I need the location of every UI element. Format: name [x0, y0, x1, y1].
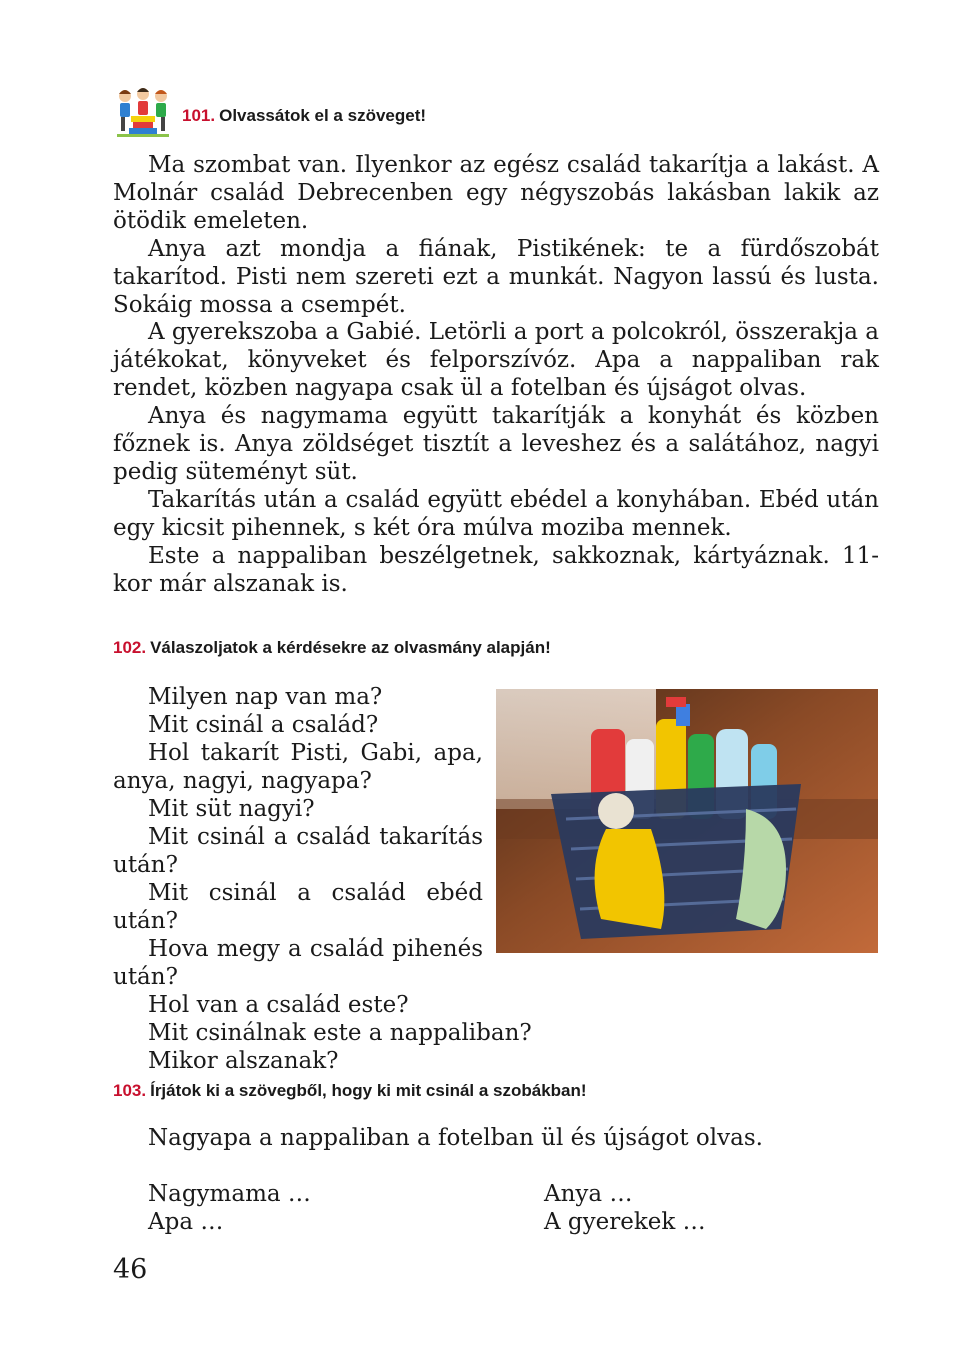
paragraph: Anya azt mondja a fiának, Pistikének: te a fürdőszobát takarítod. Pisti nem szereti ezt a munkát. Nagyon lassú és lusta. Sokáig mossa a csempét.	[113, 236, 879, 318]
exercise-title: Válaszoljatok a kérdésekre az olvasmány alapján!	[150, 638, 551, 657]
paragraph: Anya és nagymama együtt takarítják a konyhát és közben főznek is. Anya zöldséget tisztít a leveshez és a salátához, nagyi pedig süteményt süt.	[113, 403, 879, 485]
paragraph: A gyerekszoba a Gabié. Letörli a port a polcokról, összerakja a játékokat, könyveket és felporszívóz. Apa a nappaliban rak rendet, közben nagyapa csak ül a fotelban és újságot olvas.	[113, 319, 879, 401]
exercise-title: Olvassátok el a szöveget!	[219, 106, 427, 125]
exercise-number: 103.	[113, 1081, 147, 1100]
exercise-number: 102.	[113, 638, 147, 657]
question: Mikor alszanak?	[148, 1048, 339, 1074]
prompt-gyerekek: A gyerekek …	[544, 1209, 706, 1235]
paragraph: Este a nappaliban beszélgetnek, sakkoznak, kártyáznak. 11-kor már alszanak is.	[113, 543, 879, 597]
prompt-apa: Apa …	[148, 1209, 224, 1235]
question: Milyen nap van ma?	[148, 684, 383, 710]
question: Mit csinál a család?	[148, 712, 379, 738]
question: Hova megy a család pihenés után?	[113, 936, 483, 990]
example-sentence: Nagyapa a nappaliban a fotelban ül és újságot olvas.	[148, 1125, 763, 1151]
cleaning-basket-photo	[496, 689, 878, 953]
question: Hol van a család este?	[148, 992, 409, 1018]
exercise-101-heading	[182, 106, 426, 126]
question-list	[113, 683, 532, 1075]
paragraph: Takarítás után a család együtt ebédel a konyhában. Ebéd után egy kicsit pihennek, s két óra múlva moziba mennek.	[113, 487, 879, 541]
question: Hol takarít Pisti, Gabi, apa, anya, nagyi, nagyapa?	[113, 740, 483, 794]
question: Mit csinál a család ebéd után?	[113, 880, 483, 934]
exercise-title: Írjátok ki a szövegből, hogy ki mit csinál a szobákban!	[150, 1081, 587, 1100]
prompt-anya: Anya …	[544, 1181, 633, 1207]
prompt-nagymama: Nagymama …	[148, 1181, 311, 1207]
page-number: 46	[113, 1254, 148, 1285]
question: Mit csinál a család takarítás után?	[113, 824, 483, 878]
paragraph: Ma szombat van. Ilyenkor az egész család takarítja a lakást. A Molnár család Debrecenben egy négyszobás lakásban lakik az ötödik emeleten.	[113, 152, 879, 234]
children-reading-icon	[113, 86, 173, 140]
exercise-102-heading	[113, 638, 551, 658]
exercise-103-heading	[113, 1081, 587, 1101]
exercise-number: 101.	[182, 106, 216, 125]
question: Mit csinálnak este a nappaliban?	[148, 1020, 532, 1046]
question: Mit süt nagyi?	[148, 796, 315, 822]
